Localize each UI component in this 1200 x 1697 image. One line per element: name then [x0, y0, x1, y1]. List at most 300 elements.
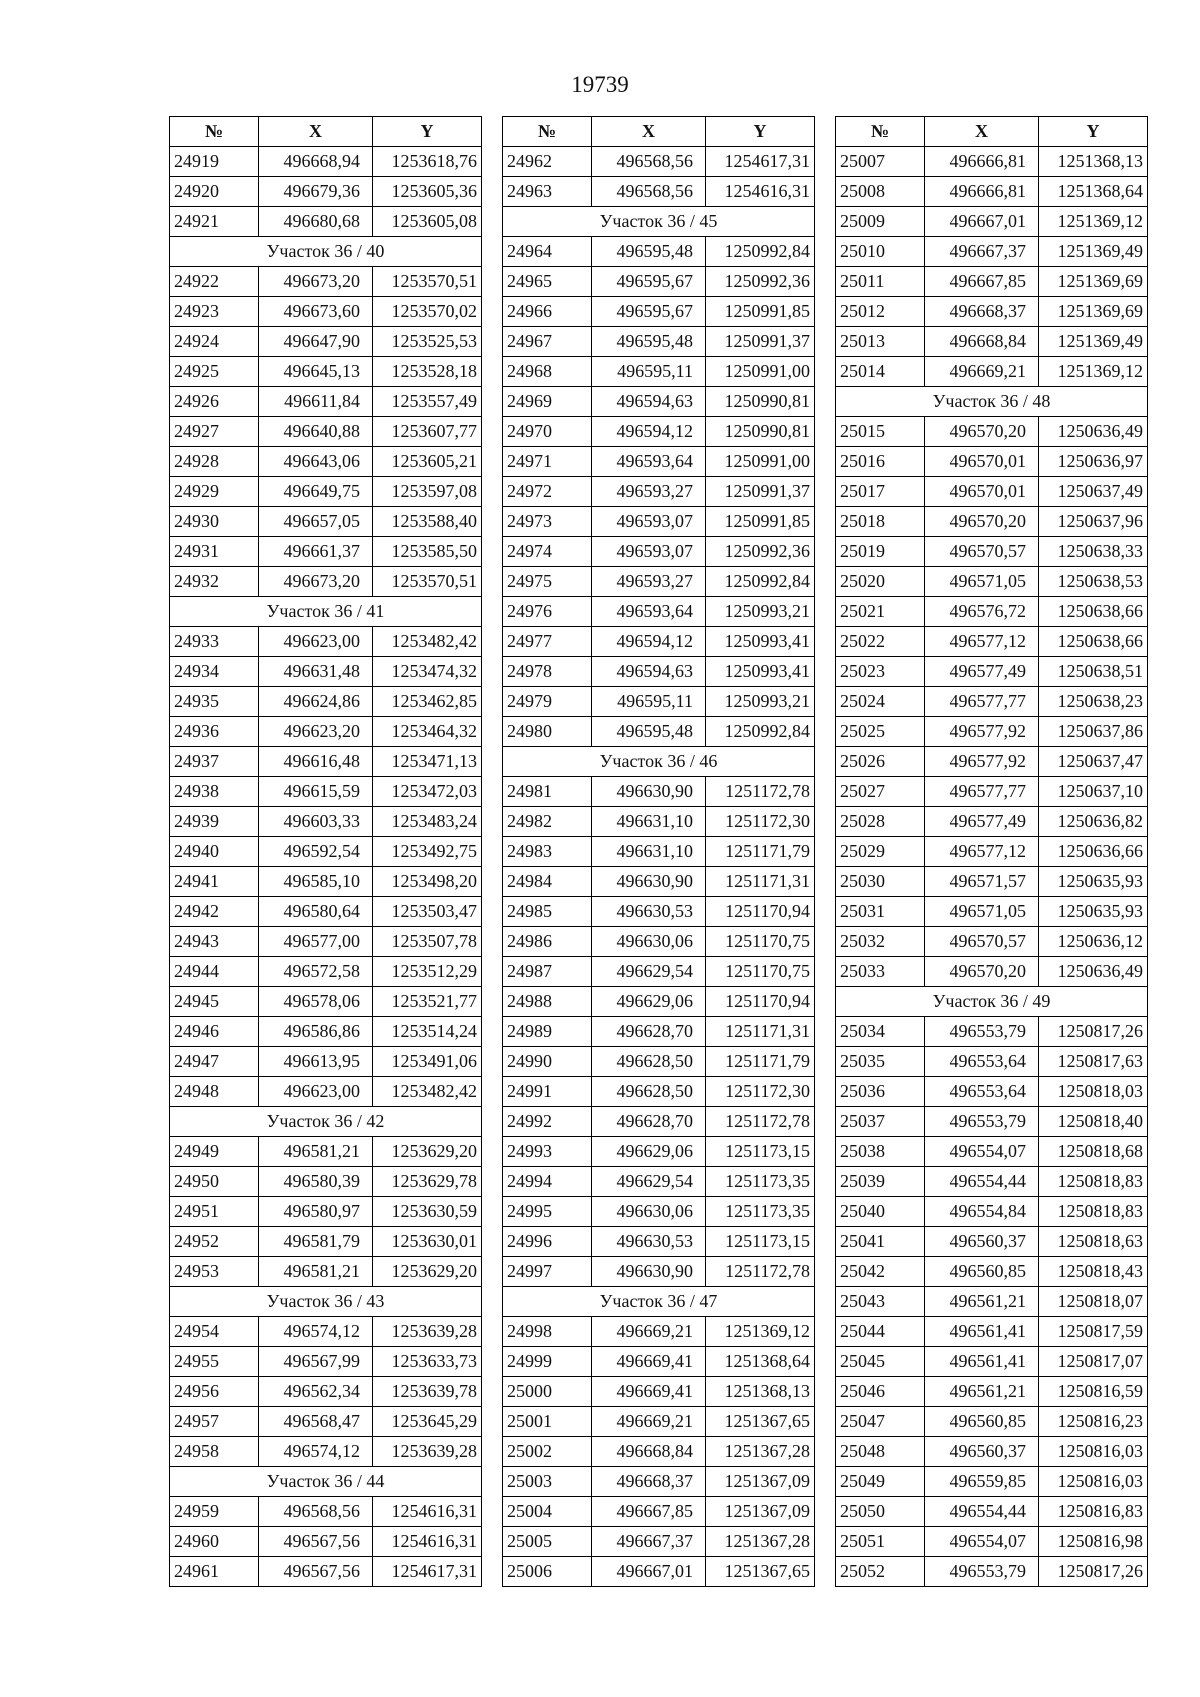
coord-x: 496561,21	[925, 1377, 1039, 1407]
coord-x: 496594,12	[592, 627, 706, 657]
coord-y: 1250817,07	[1039, 1347, 1148, 1377]
table-row	[170, 177, 482, 207]
coord-y: 1253472,03	[373, 777, 482, 807]
coord-y: 1251368,13	[1039, 147, 1148, 177]
section-row	[503, 1287, 815, 1317]
coord-x: 496631,48	[259, 657, 373, 687]
coordinate-table-left	[169, 116, 482, 1587]
coord-y: 1250816,23	[1039, 1407, 1148, 1437]
table-row	[836, 597, 1148, 627]
coord-y: 1251368,64	[1039, 177, 1148, 207]
point-number: 25002	[503, 1437, 592, 1467]
point-number: 25009	[836, 207, 925, 237]
table-row	[836, 837, 1148, 867]
coord-y: 1253629,20	[373, 1257, 482, 1287]
coord-x: 496561,41	[925, 1317, 1039, 1347]
coord-x: 496586,86	[259, 1017, 373, 1047]
table-row	[836, 747, 1148, 777]
coord-x: 496669,21	[925, 357, 1039, 387]
coord-y: 1253605,21	[373, 447, 482, 477]
point-number: 24928	[170, 447, 259, 477]
coord-x: 496577,77	[925, 777, 1039, 807]
coord-x: 496667,01	[925, 207, 1039, 237]
point-number: 25037	[836, 1107, 925, 1137]
coord-y: 1250992,84	[706, 567, 815, 597]
table-row	[503, 1197, 815, 1227]
coord-x: 496554,84	[925, 1197, 1039, 1227]
coord-x: 496669,21	[592, 1317, 706, 1347]
coord-x: 496668,94	[259, 147, 373, 177]
coord-y: 1250818,40	[1039, 1107, 1148, 1137]
coord-x: 496561,21	[925, 1287, 1039, 1317]
coord-x: 496615,59	[259, 777, 373, 807]
point-number: 25035	[836, 1047, 925, 1077]
coord-x: 496628,70	[592, 1017, 706, 1047]
table-row	[503, 657, 815, 687]
table-row	[170, 747, 482, 777]
table-row	[503, 1107, 815, 1137]
table-row	[836, 657, 1148, 687]
table-header-row	[170, 117, 482, 147]
point-number: 25038	[836, 1137, 925, 1167]
point-number: 24931	[170, 537, 259, 567]
coord-y: 1253585,50	[373, 537, 482, 567]
coord-y: 1251367,28	[706, 1527, 815, 1557]
coord-x: 496577,77	[925, 687, 1039, 717]
table-row	[836, 777, 1148, 807]
coord-y: 1251369,49	[1039, 327, 1148, 357]
coord-x: 496570,01	[925, 447, 1039, 477]
coord-x: 496554,44	[925, 1497, 1039, 1527]
point-number: 24924	[170, 327, 259, 357]
table-row	[170, 147, 482, 177]
coord-y: 1253512,29	[373, 957, 482, 987]
coord-x: 496553,79	[925, 1107, 1039, 1137]
table-row	[170, 1197, 482, 1227]
coord-y: 1253557,49	[373, 387, 482, 417]
point-number: 24927	[170, 417, 259, 447]
table-row	[503, 1257, 815, 1287]
point-number: 24978	[503, 657, 592, 687]
coord-x: 496616,48	[259, 747, 373, 777]
coord-x: 496577,49	[925, 657, 1039, 687]
table-row	[503, 297, 815, 327]
point-number: 25046	[836, 1377, 925, 1407]
table-row	[170, 507, 482, 537]
table-row	[170, 1557, 482, 1587]
coord-y: 1254617,31	[706, 147, 815, 177]
coord-x: 496553,79	[925, 1017, 1039, 1047]
coord-x: 496560,37	[925, 1227, 1039, 1257]
header-y: Y	[373, 117, 482, 147]
section-row	[170, 1467, 482, 1497]
coord-y: 1250993,41	[706, 627, 815, 657]
table-row	[170, 777, 482, 807]
table-row	[170, 1077, 482, 1107]
coord-y: 1250818,07	[1039, 1287, 1148, 1317]
coord-x: 496613,95	[259, 1047, 373, 1077]
coord-x: 496593,27	[592, 567, 706, 597]
table-row	[503, 567, 815, 597]
point-number: 24996	[503, 1227, 592, 1257]
table-header-row	[503, 117, 815, 147]
point-number: 24985	[503, 897, 592, 927]
coord-x: 496595,11	[592, 357, 706, 387]
coord-y: 1253492,75	[373, 837, 482, 867]
table-row	[503, 147, 815, 177]
point-number: 25030	[836, 867, 925, 897]
coord-y: 1250638,53	[1039, 567, 1148, 597]
point-number: 25029	[836, 837, 925, 867]
coord-y: 1253618,76	[373, 147, 482, 177]
coord-y: 1250636,66	[1039, 837, 1148, 867]
table-row	[503, 417, 815, 447]
point-number: 24972	[503, 477, 592, 507]
coord-x: 496572,58	[259, 957, 373, 987]
table-row	[836, 1167, 1148, 1197]
coord-x: 496647,90	[259, 327, 373, 357]
coord-x: 496559,85	[925, 1467, 1039, 1497]
section-title: Участок 36 / 45	[503, 207, 815, 237]
coord-y: 1250636,97	[1039, 447, 1148, 477]
table-header-row	[836, 117, 1148, 147]
coord-y: 1251369,69	[1039, 267, 1148, 297]
table-row	[170, 897, 482, 927]
point-number: 25048	[836, 1437, 925, 1467]
table-row	[503, 897, 815, 927]
coord-x: 496623,00	[259, 627, 373, 657]
table-row	[503, 987, 815, 1017]
coord-x: 496570,20	[925, 957, 1039, 987]
coord-y: 1250636,12	[1039, 927, 1148, 957]
point-number: 24983	[503, 837, 592, 867]
coord-x: 496629,54	[592, 957, 706, 987]
point-number: 25011	[836, 267, 925, 297]
coord-y: 1251173,35	[706, 1197, 815, 1227]
coord-y: 1253605,36	[373, 177, 482, 207]
header-x: X	[925, 117, 1039, 147]
coord-x: 496567,56	[259, 1527, 373, 1557]
table-row	[170, 657, 482, 687]
point-number: 24970	[503, 417, 592, 447]
coord-x: 496667,37	[925, 237, 1039, 267]
coord-x: 496629,06	[592, 987, 706, 1017]
point-number: 24989	[503, 1017, 592, 1047]
coord-x: 496570,01	[925, 477, 1039, 507]
point-number: 25033	[836, 957, 925, 987]
coord-x: 496562,34	[259, 1377, 373, 1407]
table-row	[170, 1137, 482, 1167]
header-y: Y	[1039, 117, 1148, 147]
point-number: 24945	[170, 987, 259, 1017]
coord-y: 1251369,12	[1039, 357, 1148, 387]
table-row	[170, 447, 482, 477]
section-row	[170, 597, 482, 627]
coord-x: 496630,90	[592, 1257, 706, 1287]
table-row	[503, 1227, 815, 1257]
coord-x: 496571,05	[925, 567, 1039, 597]
coord-y: 1250637,47	[1039, 747, 1148, 777]
coord-y: 1250991,00	[706, 447, 815, 477]
coord-x: 496570,57	[925, 927, 1039, 957]
coord-x: 496629,54	[592, 1167, 706, 1197]
point-number: 24992	[503, 1107, 592, 1137]
table-row	[836, 717, 1148, 747]
point-number: 25005	[503, 1527, 592, 1557]
section-title: Участок 36 / 44	[170, 1467, 482, 1497]
point-number: 24953	[170, 1257, 259, 1287]
point-number: 24946	[170, 1017, 259, 1047]
coord-x: 496673,20	[259, 567, 373, 597]
coordinate-table-right	[835, 116, 1148, 1587]
point-number: 25052	[836, 1557, 925, 1587]
coord-y: 1250993,21	[706, 687, 815, 717]
coord-y: 1251369,49	[1039, 237, 1148, 267]
point-number: 25028	[836, 807, 925, 837]
table-row	[503, 1167, 815, 1197]
coord-x: 496577,12	[925, 837, 1039, 867]
point-number: 25026	[836, 747, 925, 777]
coord-y: 1250635,93	[1039, 897, 1148, 927]
table-row	[836, 1137, 1148, 1167]
point-number: 25043	[836, 1287, 925, 1317]
coord-y: 1251172,30	[706, 1077, 815, 1107]
coord-x: 496568,56	[592, 177, 706, 207]
coord-x: 496666,81	[925, 177, 1039, 207]
coord-y: 1250818,83	[1039, 1197, 1148, 1227]
table-row	[503, 1137, 815, 1167]
coord-x: 496661,37	[259, 537, 373, 567]
coord-y: 1253482,42	[373, 627, 482, 657]
point-number: 24937	[170, 747, 259, 777]
point-number: 25008	[836, 177, 925, 207]
coord-x: 496667,01	[592, 1557, 706, 1587]
coord-y: 1250816,59	[1039, 1377, 1148, 1407]
coord-y: 1250991,37	[706, 327, 815, 357]
table-row	[503, 507, 815, 537]
header-num: №	[503, 117, 592, 147]
table-row	[503, 447, 815, 477]
table-row	[836, 447, 1148, 477]
coord-x: 496580,64	[259, 897, 373, 927]
table-row	[170, 477, 482, 507]
coord-y: 1250992,36	[706, 267, 815, 297]
table-row	[836, 1317, 1148, 1347]
table-row	[503, 537, 815, 567]
point-number: 25018	[836, 507, 925, 537]
coord-x: 496577,12	[925, 627, 1039, 657]
point-number: 24998	[503, 1317, 592, 1347]
table-row	[503, 1527, 815, 1557]
coord-x: 496668,37	[592, 1467, 706, 1497]
coord-y: 1253629,78	[373, 1167, 482, 1197]
point-number: 24958	[170, 1437, 259, 1467]
point-number: 24987	[503, 957, 592, 987]
coord-x: 496595,67	[592, 267, 706, 297]
table-row	[503, 477, 815, 507]
point-number: 24936	[170, 717, 259, 747]
coord-y: 1250638,23	[1039, 687, 1148, 717]
point-number: 24993	[503, 1137, 592, 1167]
coord-x: 496580,97	[259, 1197, 373, 1227]
table-row	[170, 837, 482, 867]
point-number: 24977	[503, 627, 592, 657]
point-number: 24947	[170, 1047, 259, 1077]
coord-y: 1253482,42	[373, 1077, 482, 1107]
coord-y: 1250992,84	[706, 237, 815, 267]
coord-y: 1250816,98	[1039, 1527, 1148, 1557]
table-row	[170, 1047, 482, 1077]
point-number: 24961	[170, 1557, 259, 1587]
point-number: 24926	[170, 387, 259, 417]
coord-y: 1253503,47	[373, 897, 482, 927]
coord-x: 496577,00	[259, 927, 373, 957]
table-row	[170, 1167, 482, 1197]
coord-y: 1250817,26	[1039, 1557, 1148, 1587]
coord-x: 496593,64	[592, 597, 706, 627]
coord-y: 1250991,00	[706, 357, 815, 387]
point-number: 24999	[503, 1347, 592, 1377]
coord-y: 1250990,81	[706, 417, 815, 447]
point-number: 25039	[836, 1167, 925, 1197]
table-row	[836, 1467, 1148, 1497]
table-row	[170, 927, 482, 957]
coord-y: 1251367,65	[706, 1407, 815, 1437]
table-row	[836, 357, 1148, 387]
point-number: 24921	[170, 207, 259, 237]
coord-y: 1250818,63	[1039, 1227, 1148, 1257]
coord-y: 1253639,78	[373, 1377, 482, 1407]
coord-x: 496578,06	[259, 987, 373, 1017]
coord-y: 1251170,94	[706, 897, 815, 927]
coord-y: 1250993,41	[706, 657, 815, 687]
section-row	[503, 747, 815, 777]
point-number: 24933	[170, 627, 259, 657]
table-row	[503, 387, 815, 417]
coord-x: 496603,33	[259, 807, 373, 837]
table-row	[503, 837, 815, 867]
coord-y: 1253597,08	[373, 477, 482, 507]
table-row	[170, 327, 482, 357]
table-row	[836, 1047, 1148, 1077]
point-number: 25051	[836, 1527, 925, 1557]
table-row	[836, 1077, 1148, 1107]
point-number: 24952	[170, 1227, 259, 1257]
point-number: 25040	[836, 1197, 925, 1227]
coord-x: 496560,37	[925, 1437, 1039, 1467]
table-row	[836, 687, 1148, 717]
coord-x: 496553,64	[925, 1047, 1039, 1077]
coord-x: 496577,92	[925, 717, 1039, 747]
coord-y: 1251367,28	[706, 1437, 815, 1467]
coord-y: 1250818,83	[1039, 1167, 1148, 1197]
point-number: 25016	[836, 447, 925, 477]
table-row	[836, 1197, 1148, 1227]
coord-x: 496667,85	[592, 1497, 706, 1527]
coord-x: 496553,79	[925, 1557, 1039, 1587]
coord-y: 1251367,65	[706, 1557, 815, 1587]
table-row	[836, 297, 1148, 327]
table-row	[170, 1527, 482, 1557]
point-number: 24986	[503, 927, 592, 957]
coord-y: 1250818,03	[1039, 1077, 1148, 1107]
table-row	[170, 687, 482, 717]
coord-y: 1250817,63	[1039, 1047, 1148, 1077]
coord-y: 1253528,18	[373, 357, 482, 387]
coord-x: 496669,41	[592, 1347, 706, 1377]
table-row	[503, 717, 815, 747]
point-number: 24975	[503, 567, 592, 597]
coord-x: 496657,05	[259, 507, 373, 537]
coord-y: 1251173,15	[706, 1137, 815, 1167]
table-row	[170, 1437, 482, 1467]
coord-x: 496673,60	[259, 297, 373, 327]
header-num: №	[836, 117, 925, 147]
coord-y: 1253474,32	[373, 657, 482, 687]
table-row	[170, 807, 482, 837]
table-row	[503, 627, 815, 657]
coord-y: 1250638,66	[1039, 597, 1148, 627]
coord-x: 496574,12	[259, 1437, 373, 1467]
point-number: 24934	[170, 657, 259, 687]
coord-y: 1253521,77	[373, 987, 482, 1017]
point-number: 24963	[503, 177, 592, 207]
coord-x: 496667,37	[592, 1527, 706, 1557]
table-row	[170, 627, 482, 657]
table-row	[836, 147, 1148, 177]
table-row	[836, 1347, 1148, 1377]
point-number: 24976	[503, 597, 592, 627]
table-row	[503, 1557, 815, 1587]
coord-x: 496592,54	[259, 837, 373, 867]
point-number: 25013	[836, 327, 925, 357]
coord-y: 1251173,35	[706, 1167, 815, 1197]
point-number: 24973	[503, 507, 592, 537]
coord-x: 496631,10	[592, 837, 706, 867]
coord-x: 496570,57	[925, 537, 1039, 567]
point-number: 25006	[503, 1557, 592, 1587]
table-row	[503, 1077, 815, 1107]
point-number: 25020	[836, 567, 925, 597]
coord-x: 496595,67	[592, 297, 706, 327]
coord-y: 1250816,03	[1039, 1437, 1148, 1467]
section-row	[170, 1107, 482, 1137]
coord-y: 1250638,33	[1039, 537, 1148, 567]
coord-y: 1250818,43	[1039, 1257, 1148, 1287]
table-row	[503, 687, 815, 717]
point-number: 24995	[503, 1197, 592, 1227]
point-number: 24974	[503, 537, 592, 567]
table-row	[503, 357, 815, 387]
point-number: 25004	[503, 1497, 592, 1527]
point-number: 25032	[836, 927, 925, 957]
section-title: Участок 36 / 43	[170, 1287, 482, 1317]
point-number: 24943	[170, 927, 259, 957]
coord-x: 496560,85	[925, 1407, 1039, 1437]
header-num: №	[170, 117, 259, 147]
table-row	[170, 357, 482, 387]
point-number: 25000	[503, 1377, 592, 1407]
table-row	[503, 927, 815, 957]
point-number: 24954	[170, 1317, 259, 1347]
table-row	[503, 327, 815, 357]
coord-x: 496567,56	[259, 1557, 373, 1587]
section-title: Участок 36 / 47	[503, 1287, 815, 1317]
coord-x: 496668,84	[592, 1437, 706, 1467]
table-row	[503, 777, 815, 807]
coord-x: 496645,13	[259, 357, 373, 387]
coord-x: 496554,07	[925, 1137, 1039, 1167]
